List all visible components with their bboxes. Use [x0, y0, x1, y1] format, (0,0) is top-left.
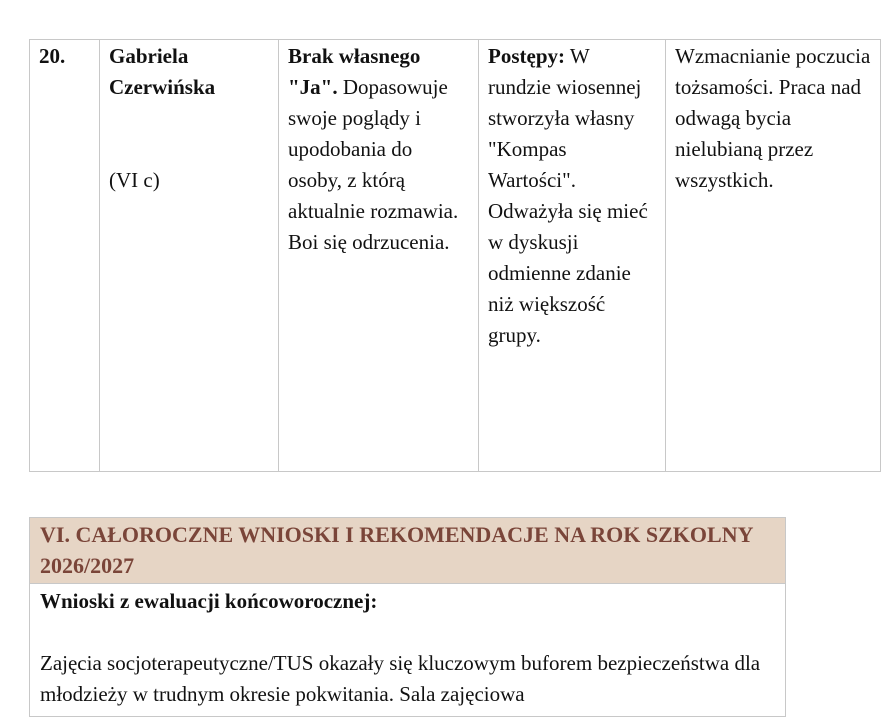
progress-cell	[479, 40, 666, 472]
section-heading: VI. CAŁOROCZNE WNIOSKI I REKOMENDACJE NA ROK SZKOLNY 2026/2027	[30, 518, 785, 584]
conclusions-section	[29, 517, 786, 717]
section-body	[30, 584, 785, 710]
problem-cell	[279, 40, 479, 472]
name-spacer	[109, 103, 269, 165]
student-last-name: Czerwińska	[109, 75, 216, 99]
student-first-name: Gabriela	[109, 44, 189, 68]
recommendation-cell	[666, 40, 881, 472]
progress-label: Postępy:	[488, 44, 565, 68]
paragraph-spacer	[40, 617, 775, 648]
problem-text: Dopasowuje swoje poglądy i upodobania do osoby, z którą aktualnie rozmawia. Boi się odrzucenia.	[288, 75, 459, 254]
evaluation-paragraph: Zajęcia socjoterapeutyczne/TUS okazały się kluczowym buforem bezpieczeństwa dla młodzieży w trudnym okresie pokwitania. Sala zajęciowa	[40, 651, 761, 706]
evaluation-subheading: Wnioski z ewaluacji końcoworocznej:	[40, 589, 378, 613]
recommendation-text: Wzmacnianie poczucia tożsamości. Praca nad odwagą bycia nielubianą przez wszystkich.	[675, 44, 871, 192]
table-row	[30, 40, 881, 472]
progress-text: W rundzie wiosennej stworzyła własny "Kompas Wartości". Odważyła się mieć w dyskusji odmienne zdanie niż większość grupy.	[488, 44, 648, 347]
student-evaluation-table	[29, 39, 881, 472]
row-number-cell	[30, 40, 100, 472]
student-name-cell	[100, 40, 279, 472]
problem-title: Brak własnego "Ja".	[288, 44, 421, 99]
student-class: (VI c)	[109, 168, 160, 192]
row-number: 20.	[39, 44, 66, 68]
